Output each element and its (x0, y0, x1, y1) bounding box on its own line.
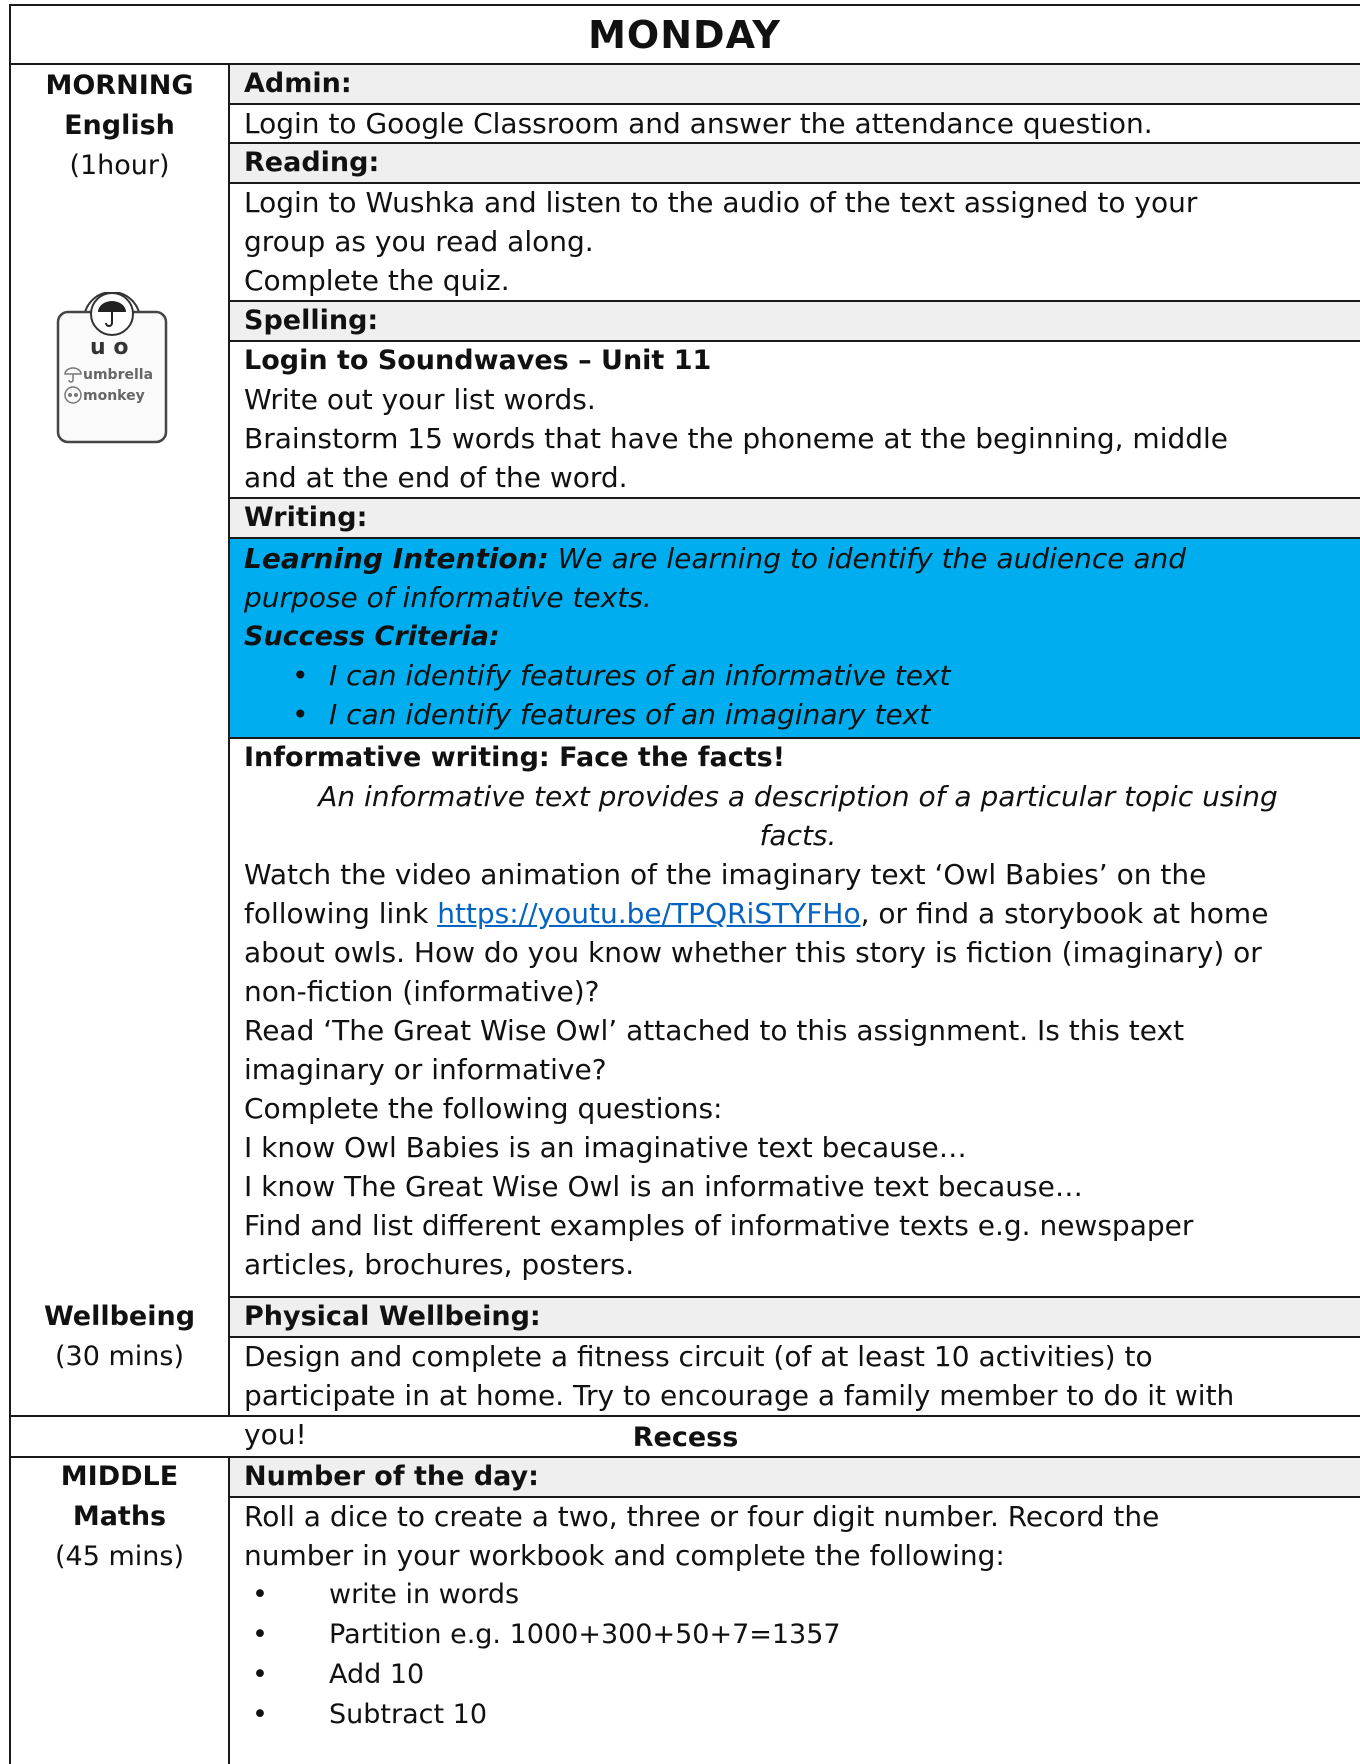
text-line: number in your workbook and complete the following: (244, 1539, 1005, 1572)
learning-intention-label: Learning Intention: (244, 542, 549, 575)
text-line: Login to Wushka and listen to the audio of the text assigned to your (244, 186, 1198, 219)
text-line: Write out your list words. (244, 383, 596, 416)
list-item: • Add 10 (252, 1659, 425, 1690)
sound-card-graphic (56, 292, 168, 444)
success-criteria-list (244, 656, 1352, 734)
text-line: imaginary or informative? (244, 1053, 607, 1086)
sound-card (56, 292, 168, 444)
text-line: Design and complete a fitness circuit (of at least 10 activities) to (244, 1340, 1153, 1373)
learning-intention (229, 539, 1360, 734)
text-line: Find and list different examples of informative texts e.g. newspaper (244, 1209, 1194, 1242)
subject-name: Wellbeing (43, 1301, 196, 1332)
text-line: Complete the quiz. (244, 264, 510, 297)
text-line: participate in at home. Try to encourage a family member to do it with (244, 1379, 1235, 1412)
session-duration: (30 mins) (55, 1341, 184, 1372)
recess-label: Recess (632, 1422, 739, 1453)
list-item: • Subtract 10 (252, 1699, 487, 1730)
success-criteria-label: Success Criteria: (244, 621, 500, 652)
spelling-header: Spelling: (244, 305, 379, 336)
wellbeing-session-label (11, 1297, 228, 1377)
informative-section (229, 738, 1360, 1284)
svg-text:u o: u o (90, 335, 129, 360)
informative-definition: An informative text provides a description of a particular topic using (318, 780, 1278, 813)
reading-text (229, 183, 1360, 300)
learning-intention-text: We are learning to identify the audience and (548, 542, 1187, 575)
text-line: about owls. How do you know whether this story is fiction (imaginary) or (244, 936, 1262, 969)
text-line: non-fiction (informative)? (244, 975, 600, 1008)
learning-intention-text-cont: purpose of informative texts. (244, 581, 652, 614)
text-line: Roll a dice to create a two, three or four digit number. Record the (244, 1500, 1160, 1533)
middle-session-label (11, 1457, 228, 1577)
number-of-day-header: Number of the day: (244, 1461, 539, 1492)
subject-name: Maths (72, 1501, 167, 1532)
informative-definition-cont: facts. (759, 819, 837, 852)
session-duration: (45 mins) (55, 1541, 184, 1572)
admin-header: Admin: (244, 68, 352, 99)
text-line: articles, brochures, posters. (244, 1248, 635, 1281)
writing-header: Writing: (244, 502, 368, 533)
spelling-unit: Login to Soundwaves – Unit 11 (244, 345, 712, 376)
question-line: I know The Great Wise Owl is an informative text because… (244, 1170, 1083, 1203)
reading-header: Reading: (244, 147, 380, 178)
session-duration: (1hour) (69, 150, 170, 181)
question-line: I know Owl Babies is an imaginative text because… (244, 1131, 967, 1164)
morning-session-label (11, 66, 228, 186)
session-name: MIDDLE (60, 1461, 179, 1492)
text-line: Read ‘The Great Wise Owl’ attached to this assignment. Is this text (244, 1014, 1185, 1047)
admin-text: Login to Google Classroom and answer the attendance question. (244, 107, 1153, 140)
informative-header: Informative writing: Face the facts! (244, 742, 786, 773)
subject-name: English (64, 110, 175, 141)
text-line: group as you read along. (244, 225, 594, 258)
list-item: • Partition e.g. 1000+300+50+7=1357 (252, 1619, 841, 1650)
svg-text:monkey: monkey (83, 388, 145, 404)
text-line: you! (244, 1418, 307, 1451)
text-line: following link https://youtu.be/TPQRiSTYFHo, or find a storybook at home (244, 897, 1269, 930)
task-list (244, 1575, 1352, 1735)
text-line: Brainstorm 15 words that have the phoneme at the beginning, middle (244, 422, 1229, 455)
video-link[interactable]: https://youtu.be/TPQRiSTYFHo (437, 897, 861, 930)
list-item: • write in words (252, 1579, 520, 1610)
number-of-day-text (229, 1497, 1360, 1735)
text-line: Watch the video animation of the imaginary text ‘Owl Babies’ on the (244, 858, 1207, 891)
list-item: • I can identify features of an informative text (292, 659, 951, 692)
spelling-text (229, 341, 1360, 497)
text-line: and at the end of the word. (244, 461, 628, 494)
session-name: MORNING (45, 70, 194, 101)
svg-text:umbrella: umbrella (83, 367, 154, 383)
physical-wellbeing-header: Physical Wellbeing: (244, 1301, 541, 1332)
page-title: MONDAY (588, 13, 781, 57)
text-line: Complete the following questions: (244, 1092, 723, 1125)
list-item: • I can identify features of an imaginary text (292, 698, 931, 731)
